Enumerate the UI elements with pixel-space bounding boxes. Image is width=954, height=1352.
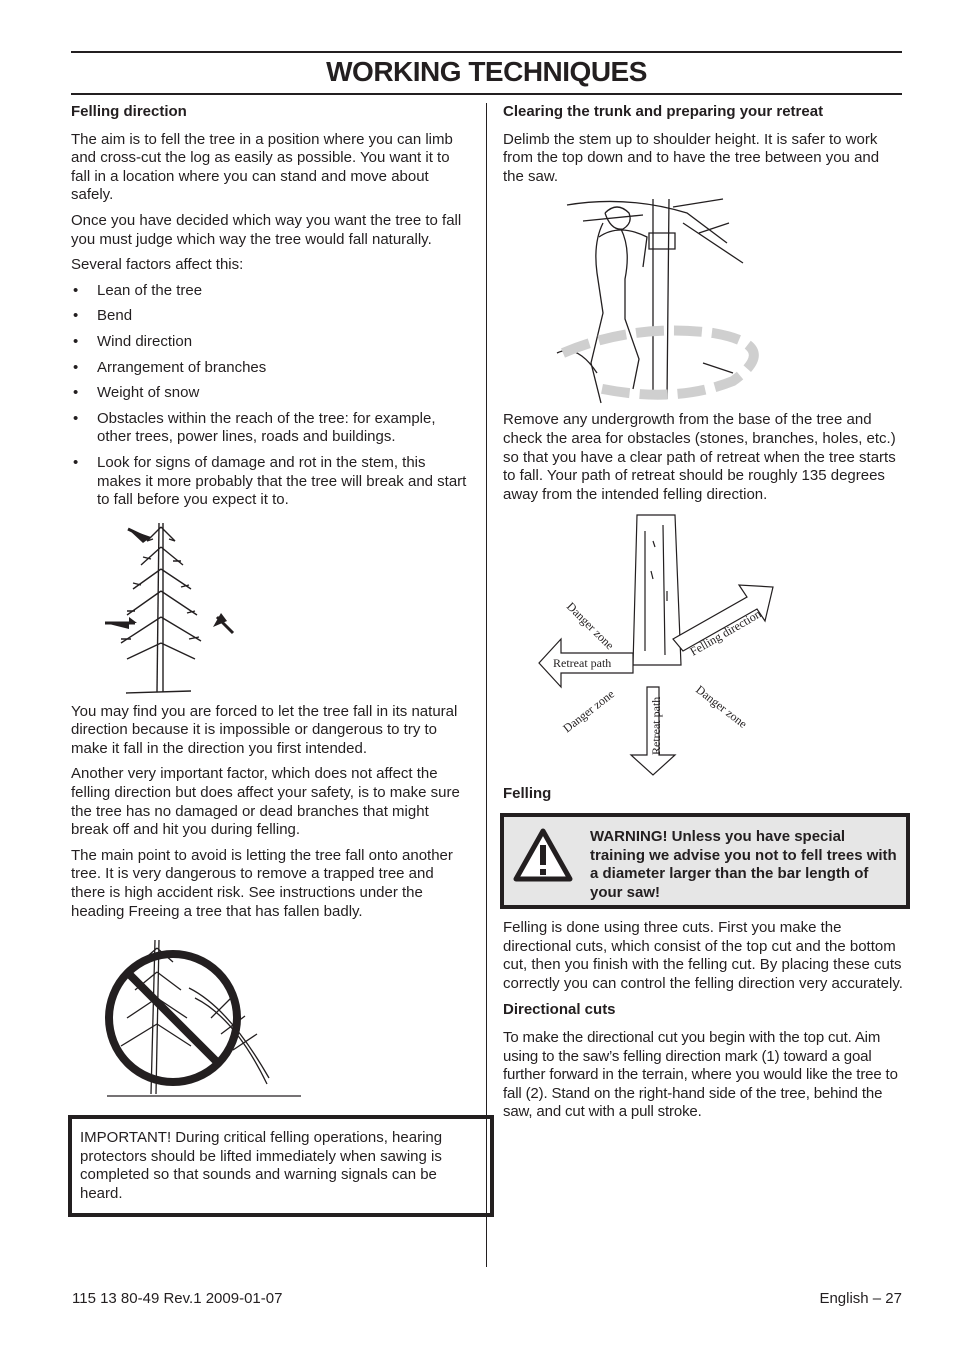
factors-list [71,282,470,510]
list-item: • Arrangement of branches [71,359,470,378]
retreat-path-diagram [503,511,903,781]
list-item: • Wind direction [71,333,470,352]
danger-zone-label-bottom-right: Danger zone [693,682,750,732]
felling-direction-label: Felling direction [687,606,764,659]
list-item: • Bend [71,307,470,326]
paragraph: Felling is done using three cuts. First you make the directional cuts, which consist of the top cut and the bottom cut, then you finish with the felling cut. By placing these cuts correctly you can control the felling direction very accurately. [503,918,903,992]
list-item: • Obstacles within the reach of the tree: for example, other trees, power lines, roads and buildings. [71,410,470,447]
header-bottom-rule [71,93,902,95]
delimbing-illustration [503,193,903,405]
paragraph: Several factors affect this: [71,256,244,274]
left-column [71,103,470,1106]
column-divider [486,103,487,1267]
warning-text: WARNING! Unless you have special training we advise you not to fell trees with a diameter larger than the bar length of your saw! [590,827,897,901]
footer-page-number: English – 27 [819,1290,902,1307]
paragraph: Another very important factor, which does not affect the felling direction but does affect your safety, is to make sure the tree has no damaged or dead branches that might break off and hit you during felling. [71,765,460,839]
felling-direction-heading: Felling direction [71,103,187,120]
tree-on-tree-prohibited-illustration [71,928,470,1106]
paragraph: Remove any undergrowth from the base of the tree and check the area for obstacles (stones, branches, holes, etc.) so that you have a clear path of retreat when the tree starts to fall. Your path of retreat should be roughly 135 degrees away from the intended felling direction. [503,411,896,503]
danger-zone-label-top-left: Danger zone [563,599,617,653]
paragraph: The main point to avoid is letting the tree fall onto another tree. It is very dangerous to remove a trapped tree and there is high accident risk. See instructions under the heading Freeing a tree that has fallen badly. [71,846,453,920]
right-column [503,103,903,1129]
danger-zone-label-bottom-left: Danger zone [560,687,617,736]
paragraph: You may find you are forced to let the tree fall in its natural direction because it is impossible or dangerous to try to make it fall in the direction you first intended. [71,702,458,757]
important-notice: IMPORTANT! During critical felling operations, hearing protectors should be lifted immediately when sawing is completed so that sounds and warning signals can be heard. [68,1115,494,1217]
header-top-rule [71,51,902,53]
list-item: • Lean of the tree [71,282,470,301]
directional-cuts-heading: Directional cuts [503,1001,616,1019]
tree-forces-illustration [71,517,470,699]
footer-doc-id: 115 13 80-49 Rev.1 2009-01-07 [72,1290,283,1307]
warning-box [500,813,910,909]
retreat-path-label-left: Retreat path [553,656,612,671]
paragraph: Delimb the stem up to shoulder height. It is safer to work from the top down and to have the tree between you and the saw. [503,130,880,185]
list-item: • Weight of snow [71,384,470,403]
clearing-heading: Clearing the trunk and preparing your retreat [503,103,824,120]
paragraph: Once you have decided which way you want the tree to fall you must judge which way the tree would fall naturally. [71,211,462,248]
paragraph: To make the directional cut you begin with the top cut. Aim using to the saw’s felling direction mark (1) toward a goal further forward in the terrain, where you would like the tree to fall (2). Stand on the right-hand side of the tree, behind the saw, and cut with a pull stroke. [503,1028,898,1121]
page-title: WORKING TECHNIQUES [326,56,647,87]
retreat-path-label-down: Retreat path [649,697,663,756]
list-item: • Look for signs of damage and rot in the stem, this makes it more probably that the tree will break and start to fall before you expect it to. [71,454,470,510]
felling-heading: Felling [503,785,552,803]
warning-triangle-icon [512,827,574,883]
paragraph: The aim is to fell the tree in a position where you can limb and cross-cut the log as easily as possible. You want it to fall in a location where you can stand and move about safely. [71,130,453,204]
